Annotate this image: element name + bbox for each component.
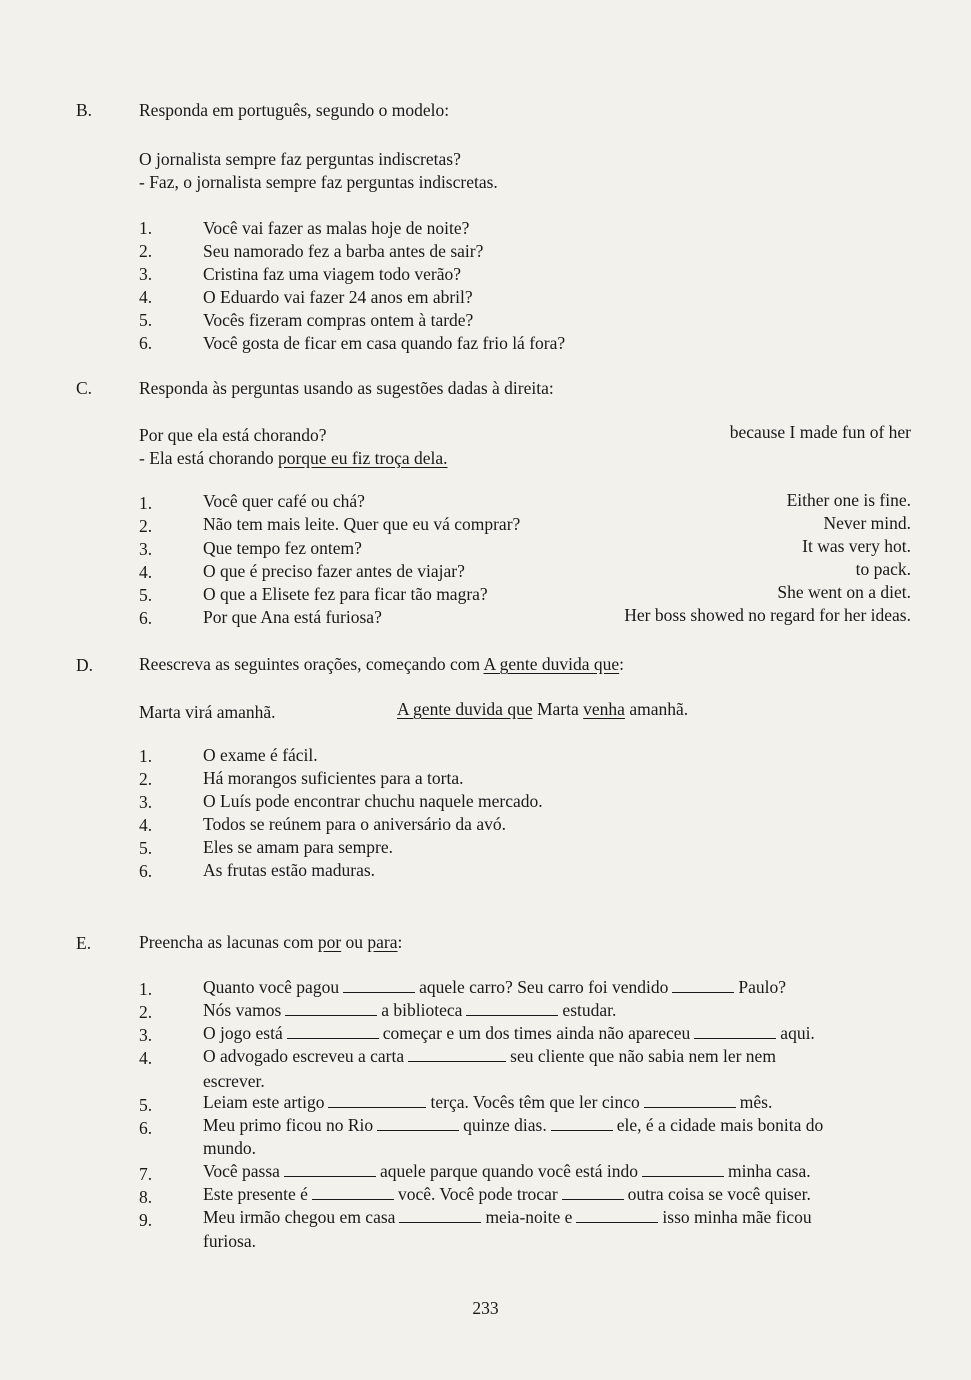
section-c-item-text: O que a Elisete fez para ficar tão magra?: [203, 584, 488, 604]
section-e-item-part: Leiam este artigo: [203, 1092, 325, 1112]
section-e-item-part: quinze dias.: [463, 1115, 547, 1135]
section-d-instruction-underlined: A gente duvida que: [483, 654, 620, 674]
section-c-item-hint: She went on a diet.: [777, 582, 911, 602]
fill-blank[interactable]: [408, 1046, 506, 1062]
section-d-item-text: Eles se amam para sempre.: [203, 837, 393, 857]
section-e-item-line: [203, 1091, 772, 1113]
section-e-item-part: mês.: [739, 1092, 773, 1112]
section-e-item-number: 1.: [139, 979, 153, 999]
section-e-item-part: isso minha mãe ficou: [662, 1207, 812, 1227]
section-c-item-text: Por que Ana está furiosa?: [203, 607, 382, 627]
section-e-item-line: [203, 1160, 811, 1182]
section-e-item-continuation: furiosa.: [203, 1231, 256, 1251]
section-e-item-part: começar e um dos times ainda não apareceu: [382, 1023, 691, 1043]
section-c-item-number: 1.: [139, 493, 153, 513]
fill-blank[interactable]: [562, 1184, 624, 1200]
section-e-item-part: você. Você pode trocar: [397, 1184, 558, 1204]
section-b-item-text: Você vai fazer as malas hoje de noite?: [203, 218, 470, 238]
section-e-item-number: 3.: [139, 1025, 153, 1045]
section-e-instruction: [139, 931, 402, 953]
fill-blank[interactable]: [312, 1184, 394, 1200]
section-b-model-answer: - Faz, o jornalista sempre faz perguntas indiscretas.: [139, 172, 498, 192]
section-b-item-number: 3.: [139, 264, 153, 284]
section-e-item-part: O jogo está: [203, 1023, 283, 1043]
section-e-item-part: Você passa: [203, 1161, 280, 1181]
fill-blank[interactable]: [642, 1161, 724, 1177]
section-e-item-part: seu cliente que não sabia nem ler nem: [510, 1046, 776, 1066]
section-e-item-part: meia-noite e: [485, 1207, 573, 1227]
section-d-item-text: O exame é fácil.: [203, 745, 318, 765]
section-e-item-part: Nós vamos: [203, 1000, 282, 1020]
fill-blank[interactable]: [551, 1115, 613, 1131]
fill-blank[interactable]: [343, 977, 415, 993]
section-e-item-part: aquele carro? Seu carro foi vendido: [419, 977, 669, 997]
section-e-item-part: estudar.: [562, 1000, 617, 1020]
section-e-ou: ou: [341, 932, 368, 952]
section-c-item-text: O que é preciso fazer antes de viajar?: [203, 561, 465, 581]
section-c-item-hint: to pack.: [855, 559, 911, 579]
fill-blank[interactable]: [285, 1000, 377, 1016]
section-c-item-number: 5.: [139, 585, 153, 605]
section-d-model-answer: [397, 698, 688, 720]
section-c-item-hint: Either one is fine.: [786, 490, 911, 510]
section-c-item-text: Que tempo fez ontem?: [203, 538, 362, 558]
section-e-item-line: [203, 976, 786, 998]
fill-blank[interactable]: [399, 1207, 481, 1223]
fill-blank[interactable]: [328, 1092, 426, 1108]
fill-blank[interactable]: [576, 1207, 658, 1223]
section-e-colon: :: [397, 932, 403, 952]
section-b-item-number: 1.: [139, 218, 153, 238]
fill-blank[interactable]: [694, 1023, 776, 1039]
section-e-item-line: [203, 1183, 811, 1205]
section-e-item-number: 9.: [139, 1210, 153, 1230]
section-b-model-question: O jornalista sempre faz perguntas indiscretas?: [139, 149, 461, 169]
section-d-letter: D.: [76, 655, 94, 675]
section-c-item-text: Não tem mais leite. Quer que eu vá comprar?: [203, 514, 521, 534]
section-e-item-part: Paulo?: [738, 977, 786, 997]
section-d-model-answer-underlined-1: A gente duvida que: [397, 699, 533, 719]
section-e-letter: E.: [76, 933, 92, 953]
fill-blank[interactable]: [284, 1161, 376, 1177]
section-e-item-part: Este presente é: [203, 1184, 308, 1204]
section-e-item-number: 2.: [139, 1002, 153, 1022]
section-c-model-answer-underlined: porque eu fiz troça dela.: [277, 448, 448, 468]
section-e-item-part: terça. Vocês têm que ler cinco: [430, 1092, 640, 1112]
section-e-item-line: [203, 1206, 812, 1228]
section-c-letter: C.: [76, 378, 93, 398]
section-e-item-line: [203, 1045, 776, 1067]
section-e-item-part: Meu irmão chegou em casa: [203, 1207, 396, 1227]
section-e-item-part: Quanto você pagou: [203, 977, 340, 997]
section-d-model-answer-mid: Marta: [532, 699, 584, 719]
section-e-item-part: aqui.: [780, 1023, 815, 1043]
section-e-por: por: [317, 932, 342, 952]
section-b-instruction: Responda em português, segundo o modelo:: [139, 100, 450, 120]
section-c-model-question: Por que ela está chorando?: [139, 425, 327, 445]
section-b-item-text: Vocês fizeram compras ontem à tarde?: [203, 310, 474, 330]
section-e-item-line: [203, 1022, 815, 1044]
fill-blank[interactable]: [287, 1023, 379, 1039]
section-e-item-number: 8.: [139, 1187, 153, 1207]
section-d-item-number: 1.: [139, 746, 153, 766]
section-d-item-text: Há morangos suficientes para a torta.: [203, 768, 464, 788]
section-d-item-number: 2.: [139, 769, 153, 789]
section-e-item-part: aquele parque quando você está indo: [379, 1161, 638, 1181]
section-c-instruction: Responda às perguntas usando as sugestões dadas à direita:: [139, 378, 554, 398]
section-c-item-hint: Her boss showed no regard for her ideas.: [624, 605, 911, 625]
section-e-item-part: Meu primo ficou no Rio: [203, 1115, 374, 1135]
section-b-item-text: Cristina faz uma viagem todo verão?: [203, 264, 462, 284]
section-d-instruction: [139, 653, 624, 675]
section-c-model-hint: because I made fun of her: [729, 422, 911, 442]
page-number: 233: [472, 1298, 499, 1318]
section-e-item-part: minha casa.: [727, 1161, 811, 1181]
section-d-item-number: 6.: [139, 861, 153, 881]
section-e-item-part: ele, é a cidade mais bonita do: [616, 1115, 824, 1135]
section-b-letter: B.: [76, 100, 93, 120]
section-b-item-number: 4.: [139, 287, 153, 307]
section-d-item-number: 5.: [139, 838, 153, 858]
section-c-item-hint: Never mind.: [823, 513, 911, 533]
section-e-para: para: [367, 932, 398, 952]
section-c-item-number: 6.: [139, 608, 153, 628]
section-c-item-number: 3.: [139, 539, 153, 559]
fill-blank[interactable]: [644, 1092, 736, 1108]
section-e-item-continuation: escrever.: [203, 1071, 265, 1091]
section-d-model-question: Marta virá amanhã.: [139, 702, 276, 722]
section-d-instruction-prefix: Reescreva as seguintes orações, começando com: [139, 654, 484, 674]
section-e-item-number: 7.: [139, 1164, 153, 1184]
section-b-item-number: 5.: [139, 310, 153, 330]
section-c-model-answer: [139, 447, 448, 469]
section-d-item-number: 4.: [139, 815, 153, 835]
section-e-item-line: [203, 999, 616, 1021]
section-b-item-text: Você gosta de ficar em casa quando faz frio lá fora?: [203, 333, 566, 353]
section-d-model-answer-end: amanhã.: [624, 699, 689, 719]
section-e-item-number: 4.: [139, 1048, 153, 1068]
section-e-item-continuation: mundo.: [203, 1138, 256, 1158]
section-d-model-answer-underlined-2: venha: [583, 699, 625, 719]
section-c-item-text: Você quer café ou chá?: [203, 491, 365, 511]
section-e-item-part: a biblioteca: [381, 1000, 463, 1020]
section-b-item-number: 2.: [139, 241, 153, 261]
section-d-item-text: Todos se reúnem para o aniversário da avó.: [203, 814, 506, 834]
section-b-item-text: Seu namorado fez a barba antes de sair?: [203, 241, 484, 261]
section-e-item-line: [203, 1114, 823, 1136]
section-d-item-number: 3.: [139, 792, 153, 812]
section-c-item-hint: It was very hot.: [802, 536, 911, 556]
fill-blank[interactable]: [672, 977, 734, 993]
section-b-item-number: 6.: [139, 333, 153, 353]
section-c-item-number: 2.: [139, 516, 153, 536]
section-e-item-number: 6.: [139, 1118, 153, 1138]
section-c-item-number: 4.: [139, 562, 153, 582]
section-e-item-part: outra coisa se você quiser.: [627, 1184, 811, 1204]
section-d-item-text: As frutas estão maduras.: [203, 860, 376, 880]
section-e-instruction-prefix: Preencha as lacunas com: [139, 932, 318, 952]
fill-blank[interactable]: [377, 1115, 459, 1131]
fill-blank[interactable]: [466, 1000, 558, 1016]
section-b-item-text: O Eduardo vai fazer 24 anos em abril?: [203, 287, 473, 307]
section-c-model-answer-prefix: - Ela está chorando: [139, 448, 278, 468]
section-e-item-part: O advogado escreveu a carta: [203, 1046, 405, 1066]
section-d-instruction-suffix: :: [619, 654, 624, 674]
section-d-item-text: O Luís pode encontrar chuchu naquele mercado.: [203, 791, 543, 811]
section-e-item-number: 5.: [139, 1095, 153, 1115]
